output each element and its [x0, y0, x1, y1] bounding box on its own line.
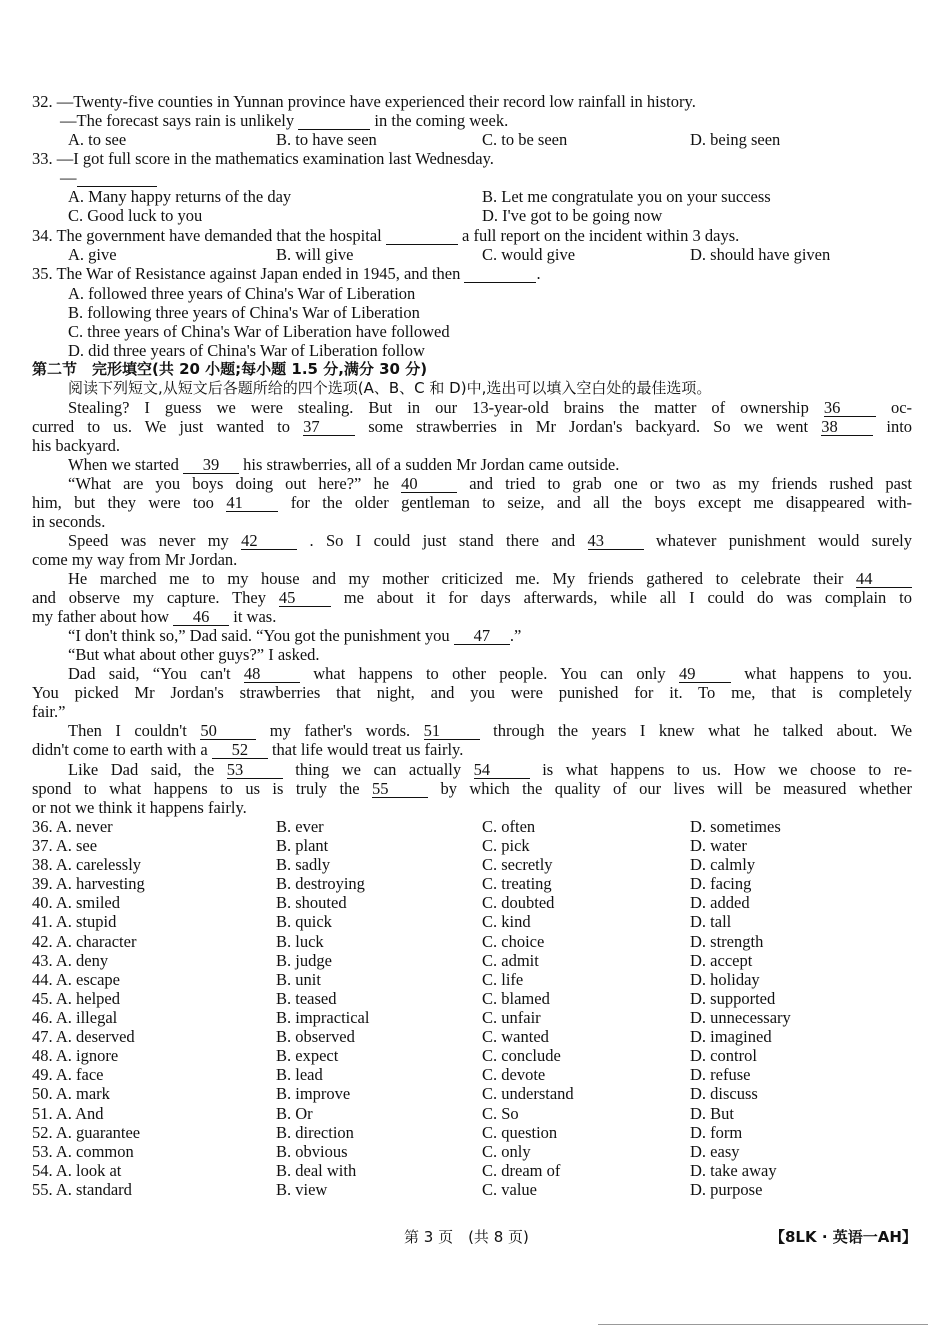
text: through the years I knew what he talked about. We [493, 721, 913, 740]
blank-45: 45 [279, 590, 331, 607]
choice-53-d: D. easy [690, 1142, 740, 1161]
q33-option-b: B. Let me congratulate you on your success [482, 187, 771, 206]
choice-44-b: B. unit [276, 970, 321, 989]
choice-38-a: 38. A. carelessly [32, 855, 142, 874]
text: spond to what happens to us is truly the [32, 779, 360, 798]
blank-52: 52 [212, 742, 268, 759]
paper-code: 【8LK · 英语一AH】 [770, 1228, 917, 1246]
passage-line-7: in seconds. [32, 512, 106, 531]
choice-51-a: 51. A. And [32, 1104, 104, 1123]
choice-36-b: B. ever [276, 817, 324, 836]
text: that life would treat us fairly. [271, 740, 464, 759]
choice-45-c: C. blamed [482, 989, 550, 1008]
text: into [886, 417, 913, 436]
choice-37-c: C. pick [482, 836, 530, 855]
choice-48-c: C. conclude [482, 1046, 561, 1065]
choice-42-c: C. choice [482, 932, 545, 951]
q34-option-c: C. would give [482, 245, 576, 264]
blank-47: 47 [454, 628, 510, 645]
choice-55-a: 55. A. standard [32, 1180, 132, 1199]
q35-stem-b: . [536, 264, 541, 283]
choice-39-a: 39. A. harvesting [32, 874, 145, 893]
blank-46: 46 [173, 609, 229, 626]
choice-38-d: D. calmly [690, 855, 756, 874]
passage-line-3: his backyard. [32, 436, 120, 455]
choice-36-c: C. often [482, 817, 536, 836]
choice-45-b: B. teased [276, 989, 337, 1008]
q32-option-b: B. to have seen [276, 130, 377, 149]
q32-response-b: in the coming week. [374, 111, 509, 130]
choice-50-c: C. understand [482, 1084, 574, 1103]
choice-55-b: B. view [276, 1180, 328, 1199]
choice-49-c: C. devote [482, 1065, 546, 1084]
q32-option-a: A. to see [68, 130, 127, 149]
blank-37: 37 [303, 419, 355, 436]
blank-55: 55 [372, 781, 428, 798]
choice-44-a: 44. A. escape [32, 970, 120, 989]
choice-40-b: B. shouted [276, 893, 347, 912]
blank-39: 39 [183, 457, 239, 474]
text: didn't come to earth with a [32, 740, 208, 759]
choice-48-b: B. expect [276, 1046, 339, 1065]
choice-40-c: C. doubted [482, 893, 555, 912]
choice-53-b: B. obvious [276, 1142, 348, 1161]
text: his strawberries, all of a sudden Mr Jordan came outside. [243, 455, 620, 474]
blank-43: 43 [588, 533, 644, 550]
text: Like Dad said, the [68, 760, 215, 779]
choice-54-b: B. deal with [276, 1161, 357, 1180]
q32-blank [298, 113, 370, 130]
choice-41-c: C. kind [482, 912, 531, 931]
passage-line-4 [68, 455, 619, 474]
q34-option-d: D. should have given [690, 245, 831, 264]
choice-54-c: C. dream of [482, 1161, 561, 1180]
choice-52-a: 52. A. guarantee [32, 1123, 141, 1142]
choice-43-d: D. accept [690, 951, 753, 970]
choice-45-d: D. supported [690, 989, 776, 1008]
choice-52-b: B. direction [276, 1123, 354, 1142]
blank-40: 40 [401, 476, 457, 493]
section-instruction: 阅读下列短文,从短文后各题所给的四个选项(A、B、C 和 D)中,选出可以填入空白处的最佳选项。 [68, 379, 712, 397]
blank-36: 36 [824, 400, 876, 417]
text: for the older gentleman to seize, and all the boys except me disappeared with- [290, 493, 912, 512]
q34-stem-b: a full report on the incident within 3 days. [462, 226, 740, 245]
text: what happens to you. [744, 664, 912, 683]
q34-option-b: B. will give [276, 245, 354, 264]
passage-line-12 [32, 607, 276, 626]
q33-response [60, 168, 157, 187]
blank-41: 41 [226, 495, 278, 512]
text: Stealing? I guess we were stealing. But in our 13-year-old brains the matter of ownership [68, 398, 809, 417]
blank-51: 51 [424, 723, 480, 740]
q33-dash: — [60, 168, 77, 187]
choice-38-c: C. secretly [482, 855, 553, 874]
choice-37-b: B. plant [276, 836, 329, 855]
q33-stem: 33. —I got full score in the mathematics examination last Wednesday. [32, 149, 494, 168]
text: Dad said, “You can't [68, 664, 231, 683]
choice-38-b: B. sadly [276, 855, 331, 874]
choice-53-c: C. only [482, 1142, 531, 1161]
passage-line-18 [68, 721, 912, 740]
choice-40-d: D. added [690, 893, 750, 912]
choice-45-a: 45. A. helped [32, 989, 120, 1008]
passage-line-14: “But what about other guys?” I asked. [68, 645, 320, 664]
choice-37-d: D. water [690, 836, 747, 855]
text: it was. [233, 607, 277, 626]
choice-43-c: C. admit [482, 951, 539, 970]
text: by which the quality of our lives will be measured whether [440, 779, 912, 798]
choice-49-b: B. lead [276, 1065, 323, 1084]
choice-36-a: 36. A. never [32, 817, 113, 836]
bottom-rule [598, 1324, 928, 1325]
passage-line-5 [68, 474, 912, 493]
choice-48-d: D. control [690, 1046, 757, 1065]
choice-37-a: 37. A. see [32, 836, 98, 855]
text: some strawberries in Mr Jordan's backyard. So we went [368, 417, 809, 436]
passage-line-10 [68, 569, 912, 588]
choice-55-d: D. purpose [690, 1180, 763, 1199]
choice-39-d: D. facing [690, 874, 752, 893]
choice-44-c: C. life [482, 970, 524, 989]
choice-47-a: 47. A. deserved [32, 1027, 135, 1046]
choice-41-d: D. tall [690, 912, 732, 931]
text: him, but they were too [32, 493, 214, 512]
text: and observe my capture. They [32, 588, 266, 607]
q32-response-a: —The forecast says rain is unlikely [60, 111, 295, 130]
text: thing we can actually [295, 760, 462, 779]
choice-55-c: C. value [482, 1180, 537, 1199]
choice-54-d: D. take away [690, 1161, 777, 1180]
section-heading: 第二节 完形填空(共 20 小题;每小题 1.5 分,满分 30 分) [32, 360, 428, 378]
choice-46-a: 46. A. illegal [32, 1008, 118, 1027]
blank-42: 42 [241, 533, 297, 550]
q33-option-a: A. Many happy returns of the day [68, 187, 292, 206]
choice-47-c: C. wanted [482, 1027, 549, 1046]
q34-stem-a: 34. The government have demanded that the hospital [32, 226, 382, 245]
choice-50-a: 50. A. mark [32, 1084, 110, 1103]
choice-52-d: D. form [690, 1123, 743, 1142]
choice-47-b: B. observed [276, 1027, 355, 1046]
passage-line-17: fair.” [32, 702, 66, 721]
text: “I don't think so,” Dad said. “You got the punishment you [68, 626, 450, 645]
q35-option-d: D. did three years of China's War of Liberation follow [68, 341, 425, 360]
text: my father about how [32, 607, 170, 626]
choice-46-b: B. impractical [276, 1008, 370, 1027]
text: curred to us. We just wanted to [32, 417, 290, 436]
passage-line-2 [32, 417, 912, 436]
choice-42-b: B. luck [276, 932, 324, 951]
choice-50-b: B. improve [276, 1084, 351, 1103]
choice-42-d: D. strength [690, 932, 764, 951]
passage-line-20 [68, 760, 912, 779]
blank-44: 44 [856, 571, 912, 588]
choice-48-a: 48. A. ignore [32, 1046, 119, 1065]
choice-39-c: C. treating [482, 874, 552, 893]
choice-54-a: 54. A. look at [32, 1161, 122, 1180]
q35-stem [32, 264, 541, 283]
passage-line-11 [32, 588, 912, 607]
passage-line-9: come my way from Mr Jordan. [32, 550, 238, 569]
q34-blank [386, 228, 458, 245]
q34-option-a: A. give [68, 245, 117, 264]
choice-49-d: D. refuse [690, 1065, 751, 1084]
passage-line-21 [32, 779, 912, 798]
text: and tried to grab one or two as my friends rushed past [469, 474, 912, 493]
q35-option-c: C. three years of China's War of Liberation have followed [68, 322, 450, 341]
choice-44-d: D. holiday [690, 970, 760, 989]
q35-blank [464, 266, 536, 283]
choice-41-b: B. quick [276, 912, 332, 931]
choice-43-a: 43. A. deny [32, 951, 109, 970]
choice-52-c: C. question [482, 1123, 558, 1142]
blank-38: 38 [821, 419, 873, 436]
q35-option-a: A. followed three years of China's War of Liberation [68, 284, 416, 303]
q35-stem-a: 35. The War of Resistance against Japan ended in 1945, and then [32, 264, 461, 283]
blank-53: 53 [227, 762, 283, 779]
text: me about it for days afterwards, while all I could do was complain to [343, 588, 913, 607]
q32-stem: 32. —Twenty-five counties in Yunnan province have experienced their record low rainfall in history. [32, 92, 696, 111]
choice-43-b: B. judge [276, 951, 332, 970]
text: Speed was never my [68, 531, 229, 550]
text: . So I could just stand there and [309, 531, 576, 550]
text: is what happens to us. How we choose to re- [542, 760, 913, 779]
text: my father's words. [269, 721, 411, 740]
choice-51-d: D. But [690, 1104, 735, 1123]
choice-42-a: 42. A. character [32, 932, 137, 951]
choice-41-a: 41. A. stupid [32, 912, 117, 931]
text: He marched me to my house and my mother criticized me. My friends gathered to celebrate their [68, 569, 844, 588]
text: whatever punishment would surely [655, 531, 912, 550]
passage-line-15 [68, 664, 912, 683]
blank-49: 49 [679, 666, 731, 683]
q34-stem [32, 226, 739, 245]
choice-49-a: 49. A. face [32, 1065, 104, 1084]
passage-line-13 [68, 626, 521, 645]
choice-36-d: D. sometimes [690, 817, 781, 836]
text: what happens to other people. You can only [313, 664, 666, 683]
page-number: 第 3 页 (共 8 页) [404, 1228, 529, 1246]
choice-40-a: 40. A. smiled [32, 893, 121, 912]
choice-50-d: D. discuss [690, 1084, 758, 1103]
text: Then I couldn't [68, 721, 187, 740]
passage-line-6 [32, 493, 912, 512]
choice-51-b: B. Or [276, 1104, 313, 1123]
passage-line-19 [32, 740, 463, 759]
text: “What are you boys doing out here?” he [68, 474, 390, 493]
blank-54: 54 [474, 762, 530, 779]
q32-option-d: D. being seen [690, 130, 781, 149]
choice-46-d: D. unnecessary [690, 1008, 791, 1027]
q33-blank [77, 170, 157, 187]
text: .” [509, 626, 522, 645]
q32-option-c: C. to be seen [482, 130, 568, 149]
q35-option-b: B. following three years of China's War of Liberation [68, 303, 420, 322]
choice-46-c: C. unfair [482, 1008, 541, 1027]
passage-line-1 [68, 398, 912, 417]
q32-response [60, 111, 508, 130]
blank-50: 50 [200, 723, 256, 740]
text: oc- [890, 398, 913, 417]
passage-line-16: You picked Mr Jordan's strawberries that night, and you were punished for it. To me, that is completely [32, 683, 912, 702]
passage-line-22: or not we think it happens fairly. [32, 798, 247, 817]
q33-option-c: C. Good luck to you [68, 206, 203, 225]
choice-53-a: 53. A. common [32, 1142, 134, 1161]
passage-line-8 [68, 531, 912, 550]
choice-47-d: D. imagined [690, 1027, 772, 1046]
choice-39-b: B. destroying [276, 874, 365, 893]
q33-option-d: D. I've got to be going now [482, 206, 663, 225]
choice-51-c: C. So [482, 1104, 519, 1123]
text: When we started [68, 455, 179, 474]
blank-48: 48 [244, 666, 300, 683]
